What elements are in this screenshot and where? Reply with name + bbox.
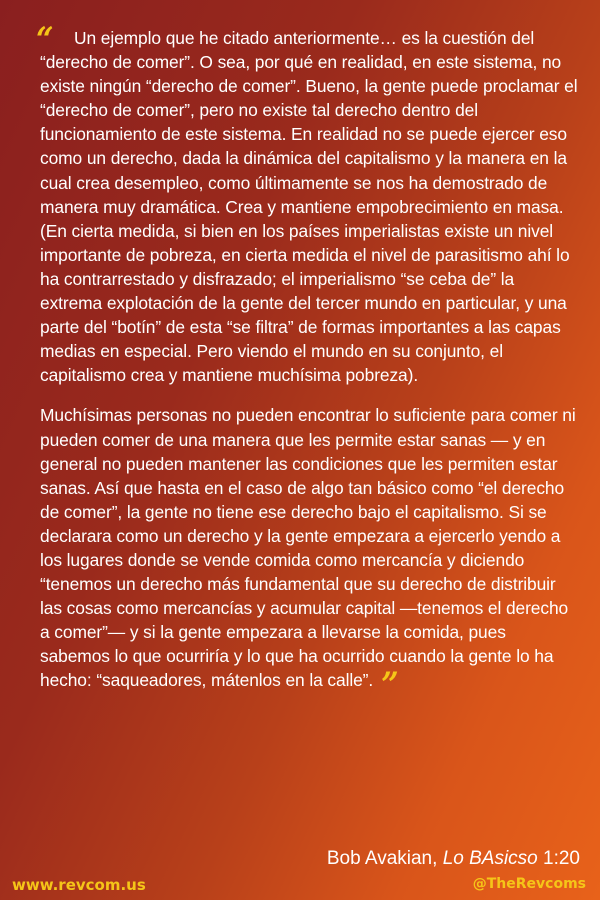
attribution — [327, 848, 580, 870]
social-handle-link[interactable]: @TheRevcoms — [472, 876, 586, 892]
website-link[interactable]: www.revcom.us — [12, 876, 146, 894]
close-quote-mark: ” — [381, 665, 399, 706]
attribution-author: Bob Avakian, — [326, 848, 443, 869]
quote-paragraph-2-text: Muchísimas personas no pueden encontrar lo suficiente para comer ni pueden comer de una manera que les permite estar sanas — y en general no pueden mantener las condiciones que les permiten estar sanas. Así que hasta en el caso de algo tan básico como “el derecho de comer”, la gente no tiene ese derecho bajo el capitalismo. Si se declarara como un derecho y la gente empezara a ejercerlo yendo a los lugares donde se vende comida como mercancía y diciendo “tenemos un derecho más fundamental que su derecho de distribuir las cosas como mercancías y acumular capital —tenemos el derecho a comer”— y si la gente empezara a llevarse la comida, pues sabemos lo que ocurriría y lo que ha ocurrido cuando la gente lo ha hecho: “saqueadores, mátenlos en la calle”. — [40, 405, 576, 691]
attribution-reference: 1:20 — [537, 848, 580, 869]
open-quote-mark: “ — [36, 20, 54, 60]
quote-paragraph-2 — [40, 403, 578, 706]
quote-paragraph-1 — [40, 26, 578, 387]
quote-block — [36, 20, 578, 711]
quote-paragraph-1-text: Un ejemplo que he citado anteriormente… es la cuestión del “derecho de comer”. O sea, por qué en realidad, en este sistema, no existe ningún “derecho de comer”. Bueno, la gente puede proclamar el “derecho de comer”, pero no existe tal derecho dentro del funcionamiento de este sistema. En realidad no se puede ejercer eso como un derecho, dada la dinámica del capitalismo y la manera en la cual crea desempleo, como últimamente se nos ha demostrado de manera muy dramática. Crea y mantiene empobrecimiento en masa. (En cierta medida, si bien en los países imperialistas existe un nivel importante de pobreza, en cierta medida el nivel de parasitismo ahí lo ha contrarrestado y disfrazado; el imperialismo “se ceba de” la extrema explotación de la gente del tercer mundo en particular, y una parte del “botín” de esta “se filtra” de formas importantes a las capas medias en especial. Pero viendo el mundo en su conjunto, el capitalismo crea y mantiene muchísima pobreza). — [40, 28, 578, 386]
attribution-work: Lo BAsicso — [442, 848, 538, 869]
